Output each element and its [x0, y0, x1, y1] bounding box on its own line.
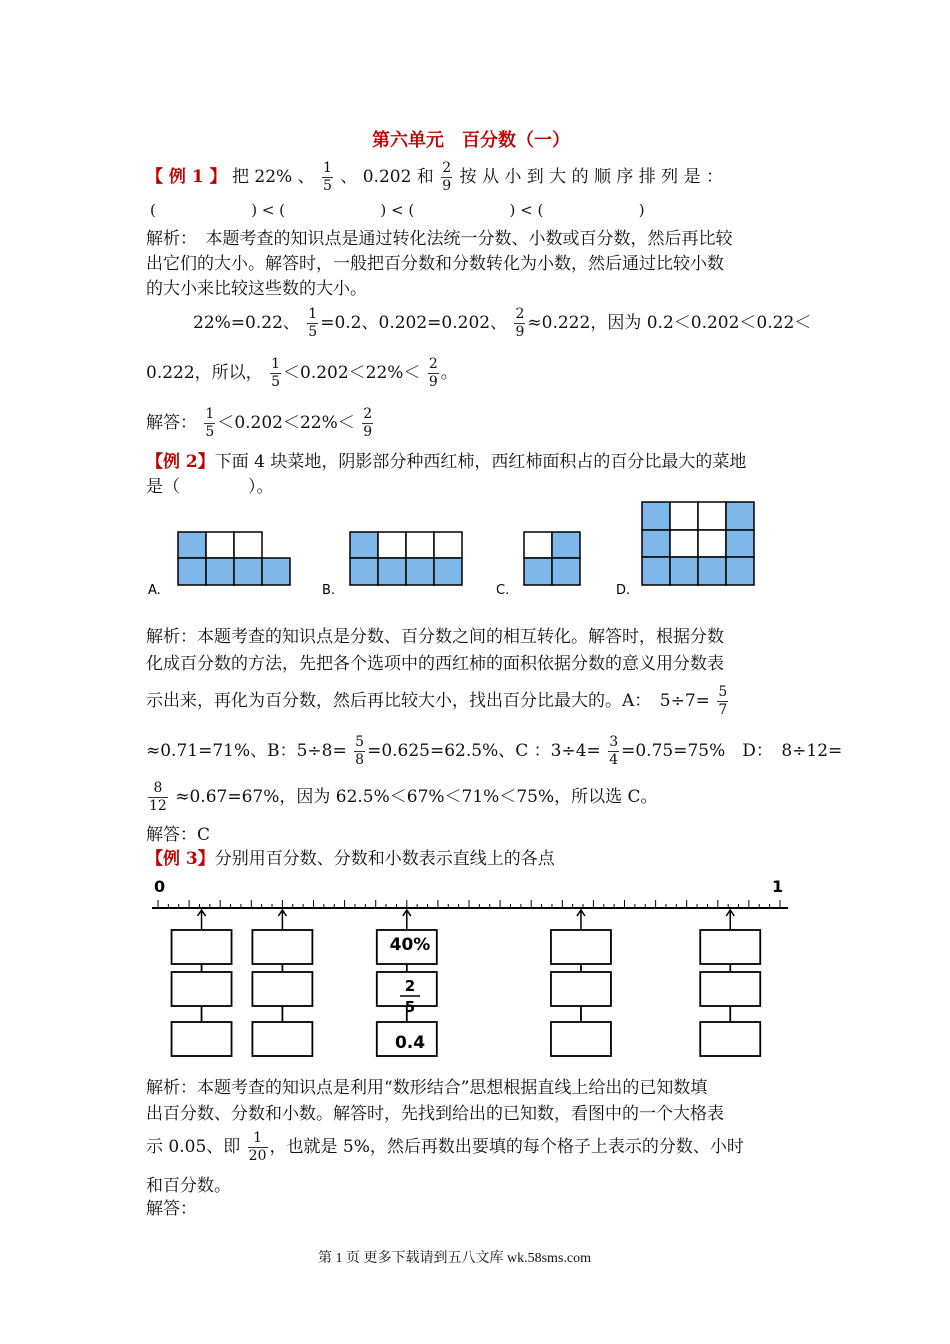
label-zero: 0 [154, 877, 166, 896]
fraction: $\frac{5}{7}$ [718, 684, 728, 718]
plot-a-cell [206, 532, 234, 558]
q-text: 按 从 小 到 大 的 顺 序 排 列 是 ： [459, 167, 723, 187]
plot-c-cell [524, 532, 552, 558]
answer-box [700, 1022, 760, 1056]
fraction: $\frac{1}{5}$ [308, 306, 318, 340]
plot-a-cell [178, 558, 206, 585]
answer-box [252, 972, 312, 1006]
calc-line: 22%=0.22、 $\frac{1}{5}$ =0.2、0.202=0.202、 $\frac{2}{9}$ ≈0.222，因为 0.2＜0.202＜0.22＜ [193, 306, 812, 340]
analysis-line: 出它们的大小。解答时，一般把百分数和分数转化为小数，然后通过比较小数 [146, 254, 724, 274]
option-label-a: A. [148, 583, 161, 598]
plot-a-cell [262, 558, 290, 585]
fraction: $\frac{1}{5}$ [271, 356, 280, 390]
analysis-line: 解析： 本题考查的知识点是通过转化法统一分数、小数或百分数，然后再比较 [146, 229, 733, 249]
answer-line: 解答：C [146, 825, 211, 845]
plot-c-cell [524, 558, 552, 585]
analysis-line: 化成百分数的方法，先把各个选项中的西红柿的面积依据分数的意义用分数表 [146, 654, 724, 674]
plot-b-cell [378, 558, 406, 585]
page-footer: 第 1 页 更多下载请到五八文库 wk.58sms.com [318, 1251, 591, 1266]
garden-figures [140, 496, 820, 608]
question-line: 是（ ）。 [146, 477, 274, 497]
answer-blanks: ( ) < ( ) < ( ) < ( ) [150, 201, 645, 219]
box-frac-num: 2 [404, 977, 416, 995]
plot-d-cell [726, 557, 754, 585]
fraction: $\frac{2}{9}$ [442, 160, 452, 194]
example-1-tag: 【 例 1 】 [146, 167, 227, 187]
plot-a-cell [234, 558, 262, 585]
box-percent: 40% [389, 935, 431, 955]
plot-d-cell [642, 502, 670, 530]
fraction: $\frac{2}{9}$ [363, 406, 373, 440]
plot-d-cell [698, 502, 726, 530]
arrow [278, 910, 286, 930]
analysis-line: 示 0.05、即 $\frac{1}{20}$ ，也就是 5%，然后再数出要填的每个格子上表示的分数、小时 [146, 1130, 744, 1164]
plot-c-cell [552, 532, 580, 558]
option-label-c: C. [496, 583, 510, 598]
plot-c-cell [552, 558, 580, 585]
plot-d-cell [670, 502, 698, 530]
answer-box [252, 930, 312, 964]
plot-b-cell [350, 558, 378, 585]
analysis-line: 和百分数。 [146, 1176, 231, 1196]
number-line-figure [148, 872, 808, 1070]
plot-d-cell [698, 557, 726, 585]
q-text: 、 0.202 和 [340, 167, 434, 187]
answer-box [172, 1022, 232, 1056]
arrow [726, 910, 734, 930]
example-3-question: 【例 3】分别用百分数、分数和小数表示直线上的各点 [146, 849, 555, 869]
option-label-d: D. [616, 583, 631, 598]
fraction: $\frac{5}{8}$ [355, 734, 365, 768]
label-one: 1 [772, 877, 784, 896]
analysis-line: $\frac{8}{12}$ ≈0.67=67%，因为 62.5%＜67%＜71%＜75%，所以选 C。 [149, 780, 658, 814]
plot-d-cell [698, 530, 726, 557]
fraction: $\frac{8}{12}$ [149, 780, 167, 814]
page-title: 第六单元 百分数（一） [372, 130, 570, 151]
analysis-line: 示出来，再化为百分数，然后再比较大小，找出百分比最大的。A： 5÷7= $\frac{5}{7}$ [146, 684, 728, 718]
answer-box [551, 1022, 611, 1056]
box-frac-den: 5 [404, 998, 416, 1016]
example-1-question [146, 160, 723, 195]
plot-d-cell [642, 530, 670, 557]
answer-box [252, 1022, 312, 1056]
plot-b-cell [406, 558, 434, 585]
plot-a-cell [234, 532, 262, 558]
calc-line: 0.222，所以， $\frac{1}{5}$ ＜0.202＜22%＜ $\frac{2}{9}$ 。 [146, 356, 458, 390]
answer-box [551, 972, 611, 1006]
plot-d-cell [642, 557, 670, 585]
fraction: $\frac{2}{9}$ [515, 306, 525, 340]
analysis-line: 解析：本题考查的知识点是利用“数形结合”思想根据直线上给出的已知数填 [146, 1078, 708, 1098]
answer-line: 解答： [146, 1199, 197, 1219]
example-3-tag: 【例 3】 [146, 849, 215, 869]
plot-d-cell [670, 530, 698, 557]
analysis-line: 的大小来比较这些数的大小。 [146, 279, 367, 299]
answer-box [172, 930, 232, 964]
arrow [198, 910, 206, 930]
plot-a-cell [178, 532, 206, 558]
arrow [403, 910, 411, 930]
example-2-tag: 【例 2】 [146, 452, 215, 472]
q-text: 把 22% 、 [232, 167, 315, 187]
analysis-line: 出百分数、分数和小数。解答时，先找到给出的已知数，看图中的一个大格表 [146, 1104, 724, 1124]
fraction: $\frac{1}{20}$ [248, 1130, 267, 1164]
answer-box [551, 930, 611, 964]
box-decimal: 0.4 [394, 1033, 426, 1053]
plot-a-cell [206, 558, 234, 585]
answer-box [700, 930, 760, 964]
option-label-b: B. [322, 583, 336, 598]
fraction: $\frac{3}{4}$ [609, 734, 619, 768]
analysis-line: ≈0.71=71%、B：5÷8= $\frac{5}{8}$ =0.625=62.5%、C ：3÷4= $\frac{3}{4}$ =0.75=75% D： 8÷12= [146, 734, 843, 768]
plot-b-cell [434, 532, 462, 558]
answer-line: 解答： $\frac{1}{5}$ ＜0.202＜22%＜ $\frac{2}{9}$ [146, 406, 373, 440]
arrow [577, 910, 585, 930]
plot-b-cell [434, 558, 462, 585]
answer-box [172, 972, 232, 1006]
plot-b-cell [350, 532, 378, 558]
fraction: $\frac{1}{5}$ [323, 160, 332, 194]
example-2-question: 【例 2】下面 4 块菜地，阴影部分种西红柿，西红柿面积占的百分比最大的菜地 [146, 452, 747, 472]
plot-b-cell [378, 532, 406, 558]
fraction: $\frac{2}{9}$ [428, 356, 438, 390]
plot-d-cell [670, 557, 698, 585]
plot-d-cell [726, 530, 754, 557]
analysis-line: 解析：本题考查的知识点是分数、百分数之间的相互转化。解答时，根据分数 [146, 627, 724, 647]
plot-d-cell [726, 502, 754, 530]
plot-b-cell [406, 532, 434, 558]
fraction: $\frac{1}{5}$ [205, 406, 215, 440]
answer-box [700, 972, 760, 1006]
